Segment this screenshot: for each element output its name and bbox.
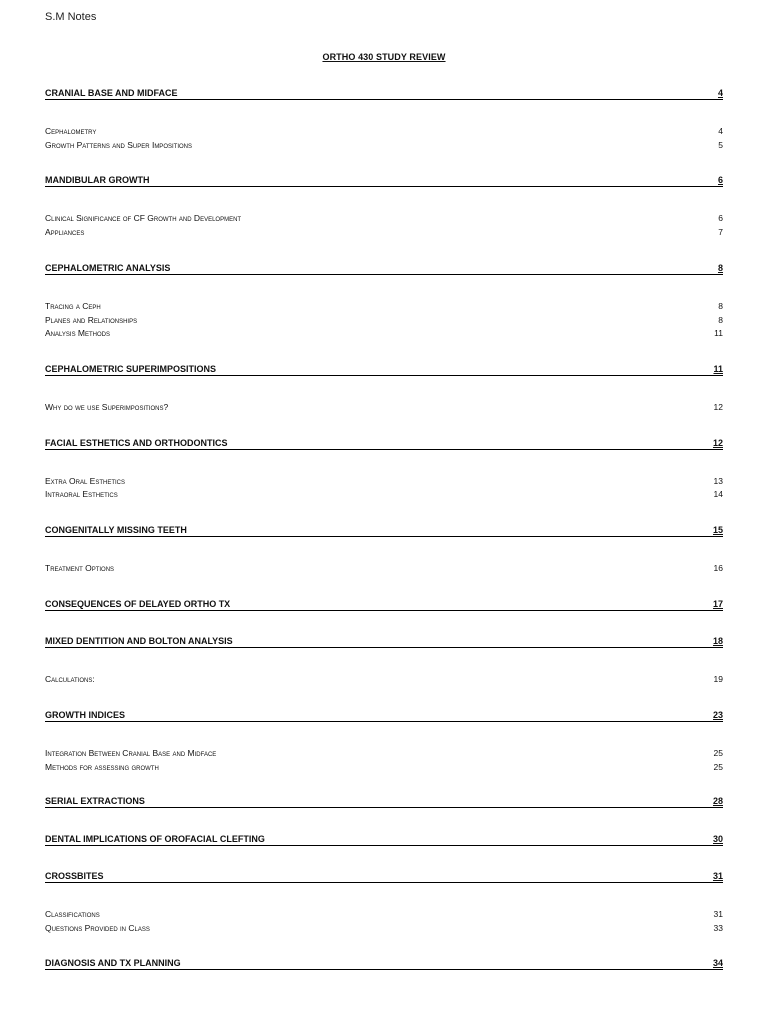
- toc-label: CONGENITALLY MISSING TEETH: [45, 525, 187, 535]
- toc-page-number: 6: [717, 175, 723, 185]
- toc-section-cranial-base[interactable]: [45, 88, 723, 100]
- toc-page-number: 8: [718, 315, 723, 325]
- toc-page-number: 33: [713, 923, 723, 933]
- toc-label: CEPHALOMETRIC ANALYSIS: [45, 263, 171, 273]
- toc-subitem-calculations[interactable]: [45, 674, 723, 684]
- toc-label: Appliances: [45, 227, 85, 237]
- toc-label: SERIAL EXTRACTIONS: [45, 796, 145, 806]
- toc-label: CROSSBITES: [45, 871, 104, 881]
- toc-section-serial-extractions[interactable]: [45, 796, 723, 808]
- toc-label: CEPHALOMETRIC SUPERIMPOSITIONS: [45, 364, 217, 374]
- toc-page-number: 11: [714, 328, 723, 338]
- toc-page-number: 34: [712, 958, 723, 968]
- toc-page-number: 18: [712, 636, 723, 646]
- toc-label: Extra Oral Esthetics: [45, 476, 126, 486]
- toc-subitem-cephalometry[interactable]: [45, 126, 723, 136]
- toc-section-diagnosis-tx-planning[interactable]: [45, 958, 723, 970]
- toc-label: Planes and Relationships: [45, 315, 138, 325]
- toc-page-number: 11: [713, 364, 723, 374]
- toc-subitem-why-superimpositions[interactable]: [45, 402, 723, 412]
- toc-label: MANDIBULAR GROWTH: [45, 175, 150, 185]
- toc-page-number: 16: [713, 563, 723, 573]
- toc-page-number: 30: [712, 834, 723, 844]
- toc-page-number: 25: [713, 748, 723, 758]
- toc-label: Growth Patterns and Super Impositions: [45, 140, 192, 150]
- toc-label: Tracing a Ceph: [45, 301, 101, 311]
- toc-section-facial-esthetics[interactable]: [45, 438, 723, 450]
- toc-page-number: 4: [717, 88, 723, 98]
- toc-page-number: 23: [712, 710, 723, 720]
- toc-page-number: 31: [712, 871, 723, 881]
- toc-subitem-treatment-options[interactable]: [45, 563, 723, 573]
- document-title: ORTHO 430 STUDY REVIEW: [322, 52, 446, 62]
- toc-page-number: 15: [712, 525, 723, 535]
- toc-section-mixed-dentition[interactable]: [45, 636, 723, 648]
- toc-section-growth-indices[interactable]: [45, 710, 723, 722]
- toc-page-number: 13: [713, 476, 723, 486]
- toc-page-number: 8: [718, 301, 723, 311]
- toc-subitem-methods-assessing-growth[interactable]: [45, 762, 723, 772]
- toc-page-number: 6: [718, 213, 723, 223]
- toc-label: Classifications: [45, 909, 100, 919]
- toc-subitem-planes-relationships[interactable]: [45, 315, 723, 325]
- toc-page-number: 14: [713, 489, 723, 499]
- toc-label: DIAGNOSIS AND TX PLANNING: [45, 958, 181, 968]
- toc-label: FACIAL ESTHETICS AND ORTHODONTICS: [45, 438, 228, 448]
- toc-page-number: 19: [713, 674, 723, 684]
- toc-subitem-extra-oral-esthetics[interactable]: [45, 476, 723, 486]
- toc-label: Treatment Options: [45, 563, 115, 573]
- toc-label: Intraoral Esthetics: [45, 489, 118, 499]
- toc-page-number: 12: [712, 438, 723, 448]
- toc-section-delayed-ortho[interactable]: [45, 599, 723, 611]
- toc-page-number: 28: [712, 796, 723, 806]
- toc-section-cephalometric-analysis[interactable]: [45, 263, 723, 275]
- toc-subitem-questions-in-class[interactable]: [45, 923, 723, 933]
- toc-page-number: 4: [718, 126, 723, 136]
- header-note: S.M Notes: [45, 11, 97, 23]
- toc-page-number: 5: [718, 140, 723, 150]
- toc-page-number: 7: [718, 227, 723, 237]
- toc-page-number: 12: [713, 402, 723, 412]
- toc-subitem-growth-patterns[interactable]: [45, 140, 723, 150]
- toc-label: Analysis Methods: [45, 328, 111, 338]
- toc-section-orofacial-clefting[interactable]: [45, 834, 723, 846]
- toc-label: GROWTH INDICES: [45, 710, 125, 720]
- toc-page-number: 25: [713, 762, 723, 772]
- toc-subitem-tracing-ceph[interactable]: [45, 301, 723, 311]
- toc-label: Why do we use Superimpositions?: [45, 402, 169, 412]
- toc-subitem-intraoral-esthetics[interactable]: [45, 489, 723, 499]
- toc-label: MIXED DENTITION AND BOLTON ANALYSIS: [45, 636, 233, 646]
- toc-label: Methods for assessing growth: [45, 762, 159, 772]
- toc-label: Clinical Significance of CF Growth and Development: [45, 213, 242, 223]
- toc-subitem-clinical-significance[interactable]: [45, 213, 723, 223]
- toc-page-number: 17: [712, 599, 723, 609]
- toc-section-crossbites[interactable]: [45, 871, 723, 883]
- toc-section-mandibular-growth[interactable]: [45, 175, 723, 187]
- toc-subitem-appliances[interactable]: [45, 227, 723, 237]
- toc-label: DENTAL IMPLICATIONS OF OROFACIAL CLEFTING: [45, 834, 265, 844]
- toc-subitem-analysis-methods[interactable]: [45, 328, 723, 338]
- toc-page-number: 8: [717, 263, 723, 273]
- toc-label: CRANIAL BASE AND MIDFACE: [45, 88, 178, 98]
- toc-label: Integration Between Cranial Base and Midface: [45, 748, 217, 758]
- toc-label: Calculations:: [45, 674, 95, 684]
- toc-subitem-classifications[interactable]: [45, 909, 723, 919]
- toc-label: CONSEQUENCES OF DELAYED ORTHO TX: [45, 599, 231, 609]
- toc-page-number: 31: [713, 909, 723, 919]
- toc-label: Cephalometry: [45, 126, 97, 136]
- toc-section-cephalometric-superimpositions[interactable]: [45, 364, 723, 376]
- toc-label: Questions Provided in Class: [45, 923, 150, 933]
- toc-subitem-integration-cranial-base[interactable]: [45, 748, 723, 758]
- toc-section-congenitally-missing-teeth[interactable]: [45, 525, 723, 537]
